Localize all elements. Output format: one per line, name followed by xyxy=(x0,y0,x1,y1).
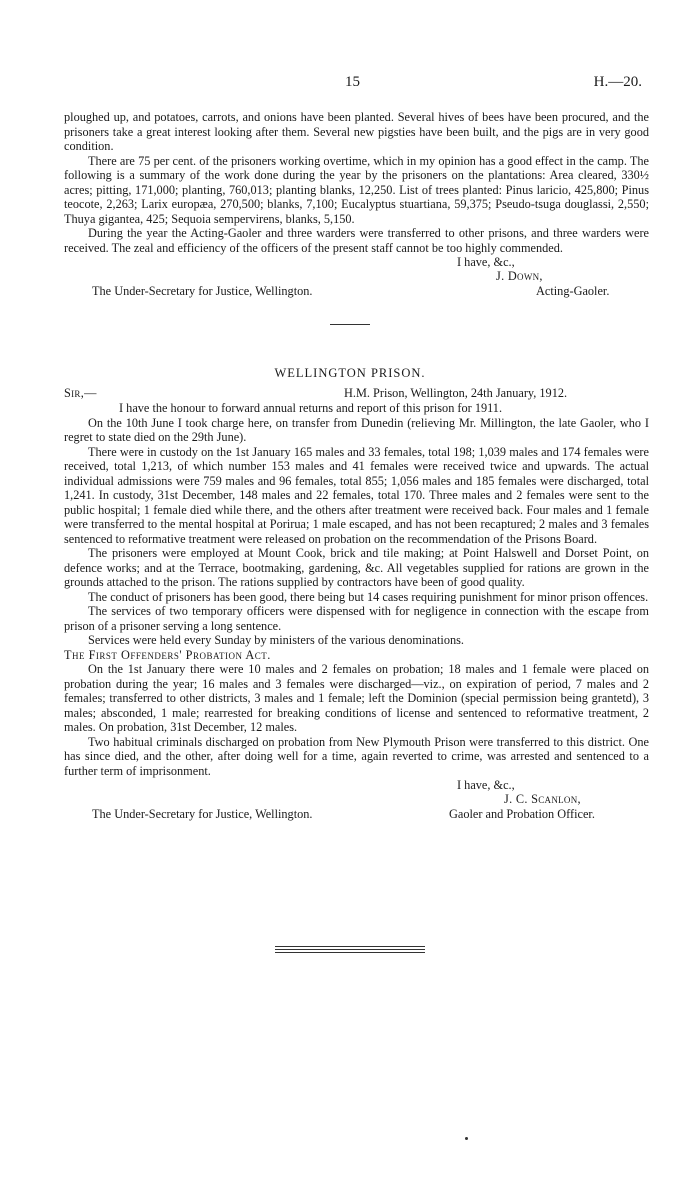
paragraph: There were in custody on the 1st January 165 males and 33 females, total 198; 1,039 males and 174 females were received, total 1,213, of which number 153 males and 41 females were received twice and upwards. The actual individual admissions were 759 males and 96 females, total 855; 1,056 males and 185 females were discharged, total 1,241. In custody, 31st December, 148 males and 22 females, total 170. Three males and 2 females were sent to the public hospital; 1 female died while there, and the others after treatment were received back. Four males and 1 female were transferred to the mental hospital at Porirua; 1 male escaped, and has not been recaptured; 2 males and 3 females sentenced to reformative treatment were released on probation on the recommendation of the Prisons Board. xyxy=(64,444,649,546)
paragraph: Two habitual criminals discharged on probation from New Plymouth Prison were transferred to this district. One has since died, and the other, after doing well for a time, again reverted to crime, was arrested and sentenced to a further term of imprisonment. xyxy=(64,734,649,778)
paragraph: The prisoners were employed at Mount Cook, brick and tile making; at Point Halswell and Dorset Point, on defence works; and at the Terrace, bootmaking, gardening, &c. All vegetables supplied for rations are grown in the grounds attached to the prison. The rations supplied by contractors have been of good quality. xyxy=(64,546,649,589)
paragraph: Services were held every Sunday by ministers of the various denominations. xyxy=(88,633,464,647)
paragraph: The services of two temporary officers were dispensed with for negligence in connection with the escape from prison of a prisoner serving a long sentence. xyxy=(64,604,649,633)
signer-name: J. C. Scanlon, xyxy=(504,792,581,806)
signer-title: Acting-Gaoler. xyxy=(536,284,610,298)
salutation: Sir,— xyxy=(64,386,97,400)
addressee: The Under-Secretary for Justice, Wellington. xyxy=(92,807,313,821)
place-date: H.M. Prison, Wellington, 24th January, 1912. xyxy=(344,386,568,400)
paragraph: There are 75 per cent. of the prisoners working overtime, which in my opinion has a good effect in the camp. The following is a summary of the work done during the year by the prisoners on the plantations: Area cleared, 330½ acres; pitting, 171,000; planting, 760,013; planting blanks, 12,250. List of trees planted: Pinus laricio, 425,800; Pinus teocote, 2,263; Larix europæa, 270,500; blanks, 7,100; Eucalyptus stuartiana, 59,375; Pseudo-tsuga douglassi, 2,550; Thuya gigantea, 425; Sequoia sempervirens, blanks, 5,150. xyxy=(64,153,649,226)
signoff: I have, &c., xyxy=(457,778,515,792)
document-reference: H.—20. xyxy=(593,74,642,90)
section-divider xyxy=(330,324,370,325)
end-rule xyxy=(275,946,425,955)
page-number: 15 xyxy=(345,74,360,90)
subheading: The First Offenders' Probation Act. xyxy=(64,647,271,662)
wellington-prison-report xyxy=(64,386,649,836)
signoff: I have, &c., xyxy=(457,255,515,269)
signature-block xyxy=(64,255,649,313)
section-title: WELLINGTON PRISON. xyxy=(274,366,426,380)
signer-title: Gaoler and Probation Officer. xyxy=(449,807,595,821)
signature-block xyxy=(64,778,649,836)
paragraph: On the 10th June I took charge here, on transfer from Dunedin (relieving Mr. Millington, the late Gaoler, who I regret to state died on the 29th June). xyxy=(64,415,649,444)
signer-name: J. Down, xyxy=(496,269,543,283)
paragraph: I have the honour to forward annual returns and report of this prison for 1911. xyxy=(119,401,503,415)
paragraph: ploughed up, and potatoes, carrots, and onions have been planted. Several hives of bees have been procured, and the prisoners take a great interest looking after them. Several new pigsties have been built, and the pigs are in very good condition. xyxy=(64,110,649,153)
paragraph: On the 1st January there were 10 males and 2 females on probation; 18 males and 1 female were placed on probation during the year; 16 males and 3 females were discharged—viz., on expiration of period, 7 males and 2 females; transferred to other districts, 3 males and 1 female; left the Dominion (special permission being grantetd), 3 males; absconded, 1 male; rearrested for breaking conditions of license and sentenced to reformative treatment, 2 males. On probation, 31st December, 12 males. xyxy=(64,662,649,734)
paragraph: During the year the Acting-Gaoler and three warders were transferred to other prisons, and three warders were received. The zeal and efficiency of the officers of the present staff cannot be too highly commended. xyxy=(64,226,649,255)
addressee: The Under-Secretary for Justice, Wellington. xyxy=(92,284,313,298)
page-header xyxy=(0,74,700,94)
salutation-row xyxy=(64,386,649,401)
page-mark xyxy=(465,1137,468,1140)
plantation-report-continuation xyxy=(64,110,649,313)
paragraph: The conduct of prisoners has been good, there being but 14 cases requiring punishment for minor prison offences. xyxy=(88,589,649,604)
